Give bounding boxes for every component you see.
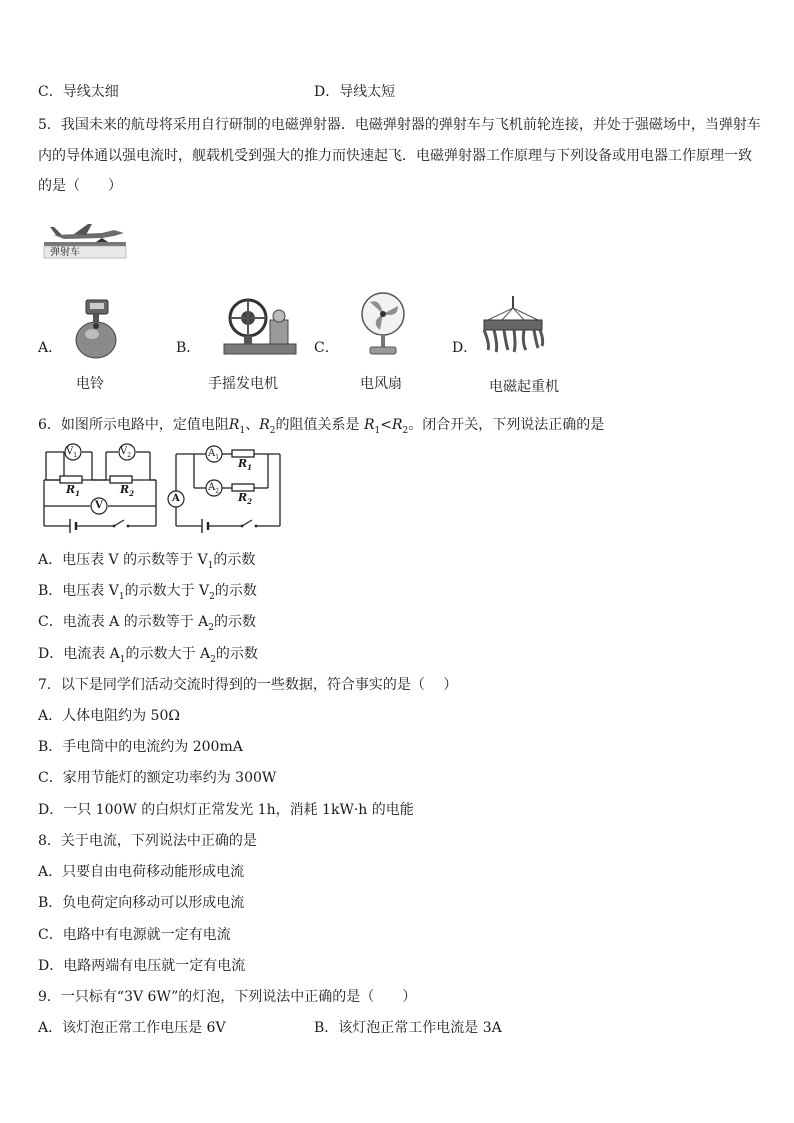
electric-fan-picture	[358, 292, 408, 356]
q9-option-a: A．该灯泡正常工作电压是 6V	[38, 1020, 226, 1036]
q8-option-b: B．负电荷定向移动可以形成电流	[38, 895, 245, 911]
parallel-circuit-diagram	[166, 444, 282, 532]
q6-option-c: C．电流表 A 的示数等于 $A_2$的示数	[38, 614, 257, 633]
q8-option-c: C．电路中有电源就一定有电流	[38, 927, 231, 943]
resistor-r2-label: $R_2$	[120, 483, 135, 499]
q5-stem-line1: 5．我国未来的航母将采用自行研制的电磁弹射器．电磁弹射器的弹射车与飞机前轮连接，并处于强磁场中，当弹射车	[38, 117, 761, 133]
q6-option-a: A．电压表 V 的示数等于 $V_1$的示数	[38, 552, 256, 571]
series-circuit-diagram	[42, 444, 158, 532]
electromagnetic-crane-picture	[478, 294, 548, 358]
q5-stem-line2: 内的导体通以强电流时，舰载机受到强大的推力而快速起飞．电磁弹射器工作原理与下列设备或用电器工作原理一致	[38, 148, 752, 164]
voltmeter-v2-label: $V_2$	[120, 446, 132, 459]
voltmeter-v1-label: $V_1$	[66, 446, 78, 459]
parallel-resistor-r2-label: $R_2$	[238, 491, 253, 507]
q8-option-d: D．电路两端有电压就一定有电流	[38, 958, 246, 974]
resistor-r1-label: $R_1$	[66, 483, 81, 499]
q8-option-a: A．只要自由电荷移动能形成电流	[38, 864, 245, 880]
q6-stem: 6．如图所示电路中，定值电阻$R_1$、$R_2$的阻值关系是 $R_1<R_2$。闭合开关，下列说法正确的是	[38, 417, 605, 436]
electric-bell-picture	[74, 296, 118, 362]
q5-option-c-caption: 电风扇	[360, 376, 402, 392]
q9-stem: 9．一只标有“3V 6W”的灯泡，下列说法中正确的是（ ）	[38, 989, 417, 1005]
q8-stem: 8．关于电流，下列说法中正确的是	[38, 833, 257, 849]
q5-option-d-letter: D．	[452, 340, 478, 356]
q5-stem-line3: 的是（ ）	[38, 178, 122, 194]
q7-option-c: C．家用节能灯的额定功率约为 300W	[38, 770, 277, 786]
q7-option-b: B．手电筒中的电流约为 200mA	[38, 739, 243, 755]
hand-generator-picture	[222, 294, 298, 358]
ammeter-a1-label: $A_1$	[208, 448, 220, 461]
q5-option-a-letter: A．	[38, 340, 63, 356]
ammeter-a2-label: $A_2$	[208, 482, 220, 495]
q6-option-d: D．电流表 $A_1$的示数大于 $A_2$的示数	[38, 646, 258, 665]
voltmeter-v-label: V	[95, 500, 103, 511]
q5-option-c-letter: C．	[314, 340, 339, 356]
q5-option-a-caption: 电铃	[76, 376, 104, 392]
catapult-label: 弹射车	[50, 247, 80, 258]
q7-option-d: D．一只 100W 的白炽灯正常发光 1h，消耗 1kW·h 的电能	[38, 802, 414, 818]
q5-option-b-caption: 手摇发电机	[208, 376, 278, 392]
q4-option-c: C．导线太细	[38, 84, 119, 100]
q7-option-a: A．人体电阻约为 50Ω	[38, 708, 180, 724]
parallel-resistor-r1-label: $R_1$	[238, 457, 253, 473]
q4-option-d: D．导线太短	[314, 84, 396, 100]
q5-option-d-caption: 电磁起重机	[489, 379, 559, 395]
q7-stem: 7．以下是同学们活动交流时得到的一些数据，符合事实的是（ ）	[38, 677, 458, 693]
q5-option-b-letter: B．	[176, 340, 201, 356]
q6-option-b: B．电压表 $V_1$的示数大于 $V_2$的示数	[38, 583, 257, 602]
ammeter-a-label: A	[172, 493, 180, 504]
q9-option-b: B．该灯泡正常工作电流是 3A	[314, 1020, 502, 1036]
